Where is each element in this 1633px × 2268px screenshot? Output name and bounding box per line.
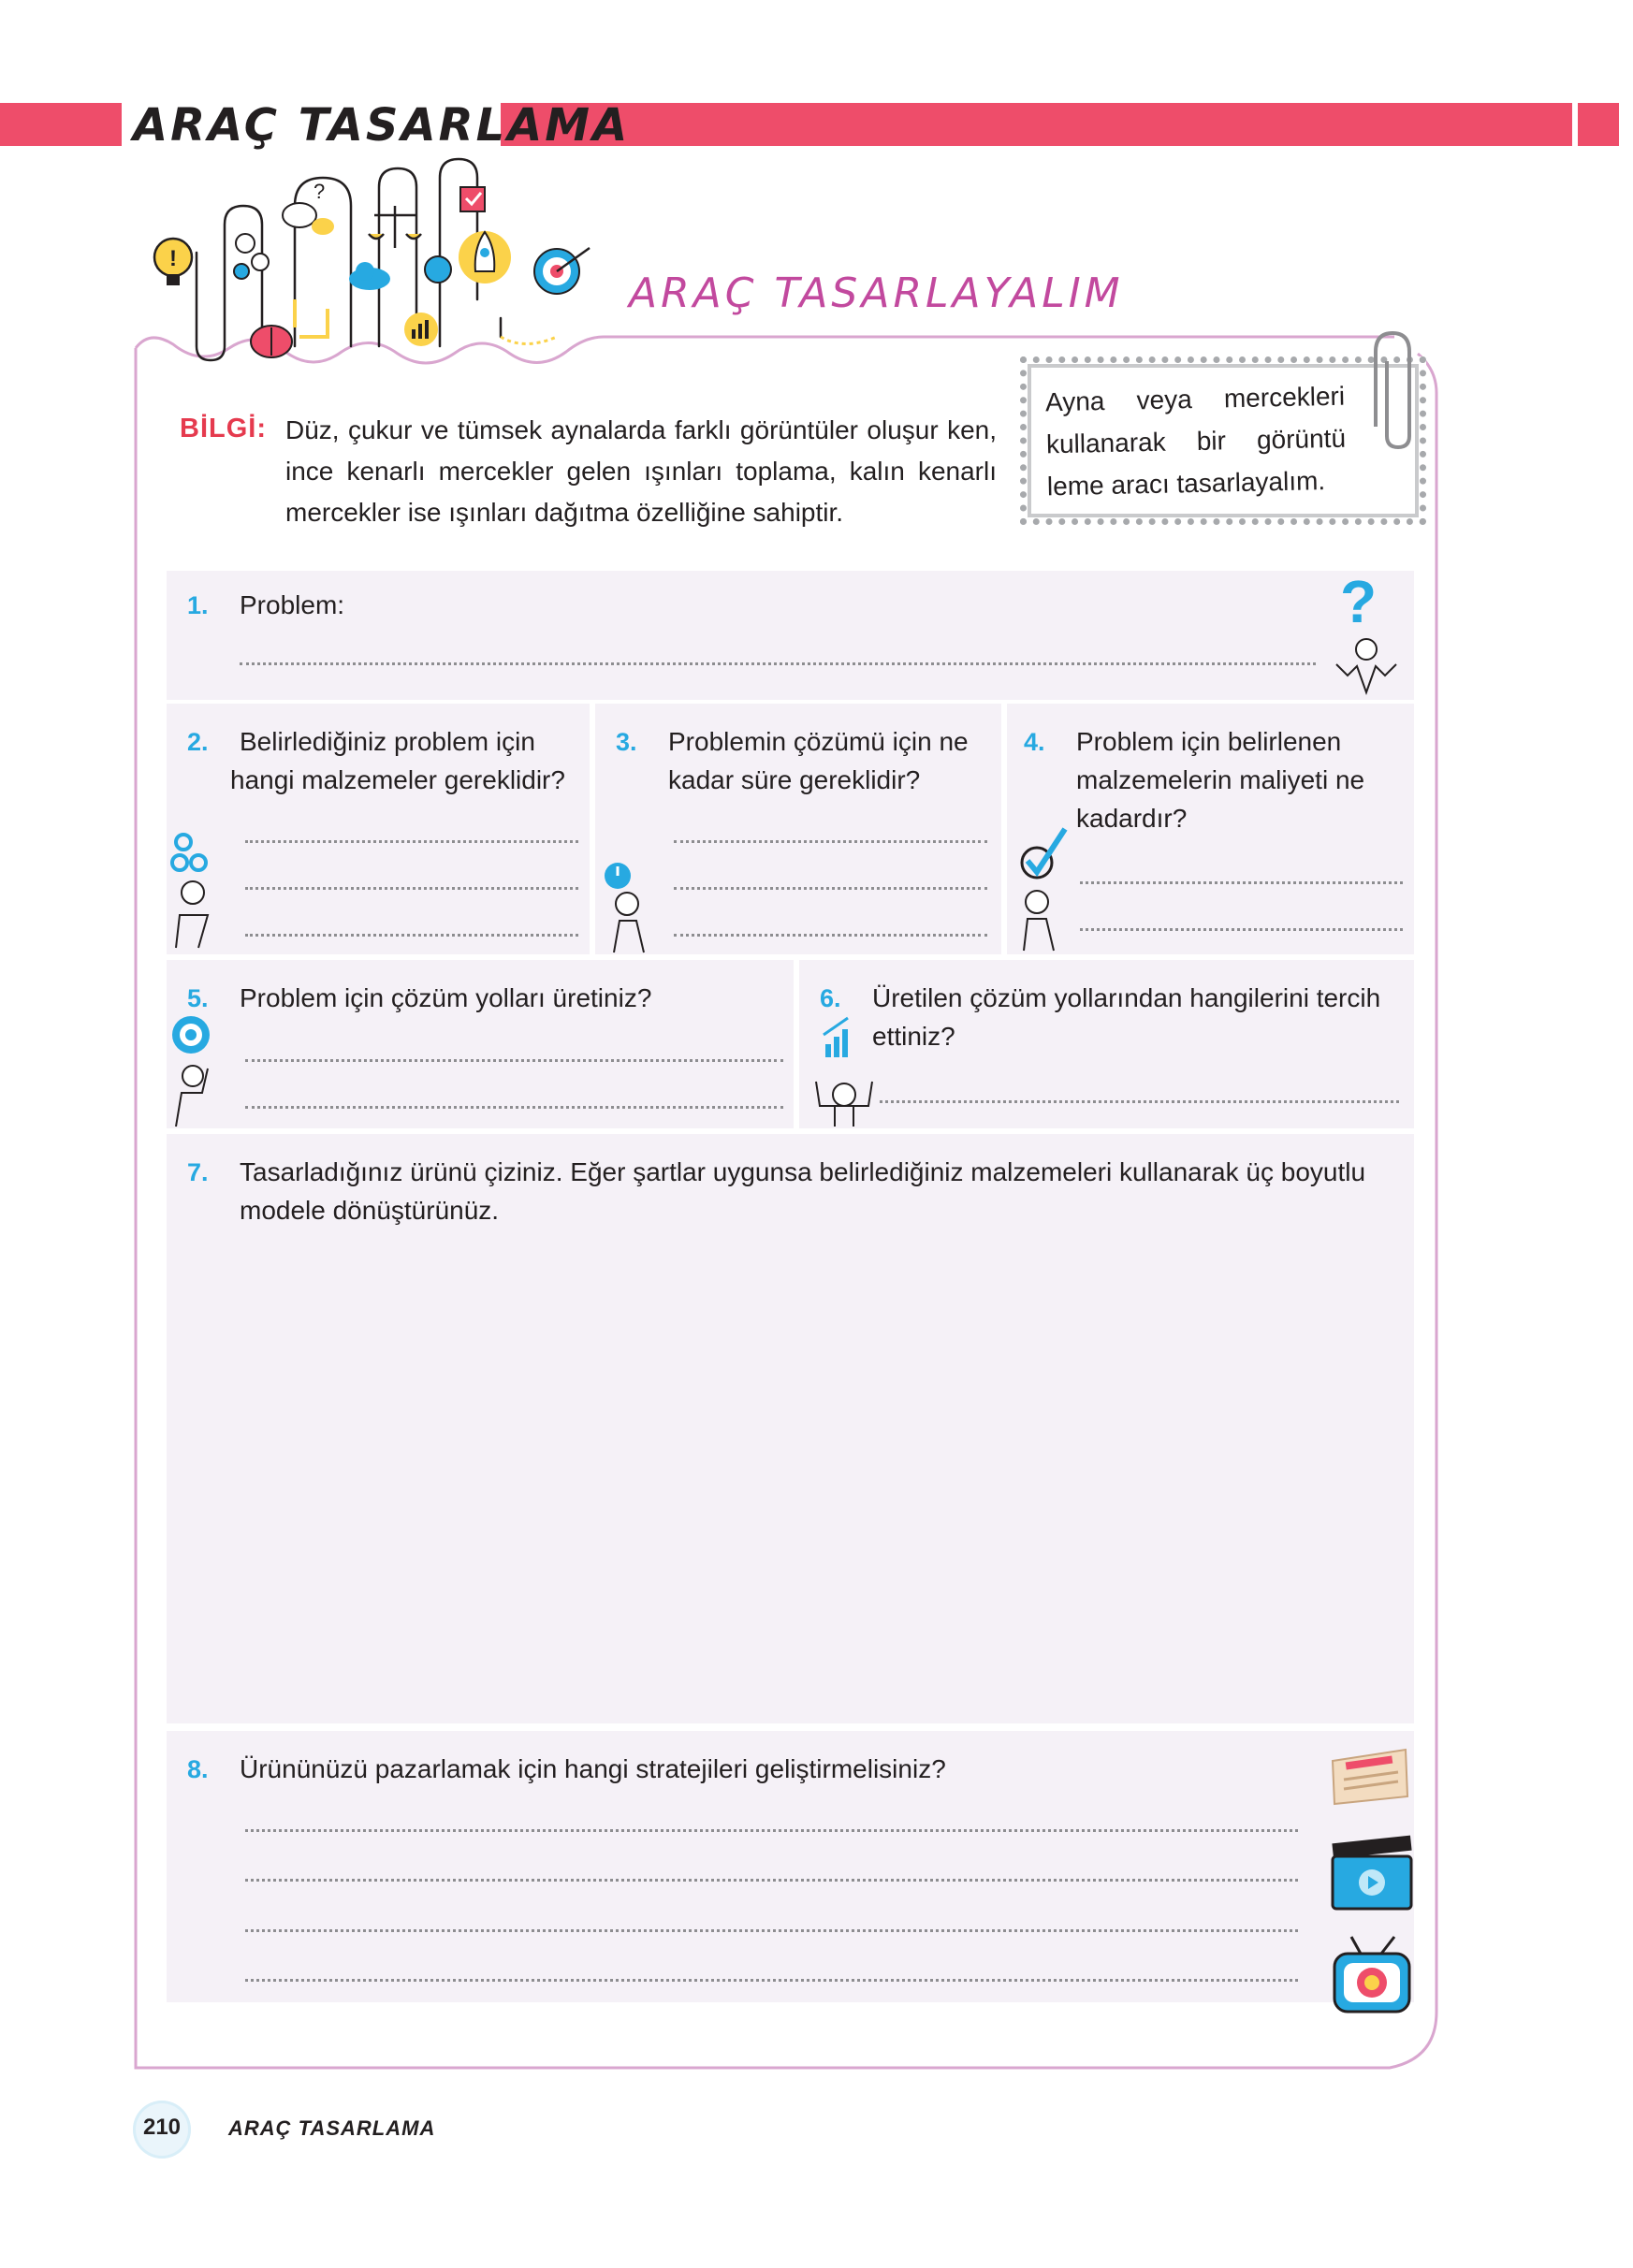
- gears-person-icon: [167, 831, 223, 952]
- answer-line-8a[interactable]: [245, 1829, 1298, 1832]
- question-number-1: 1.: [187, 591, 209, 619]
- header-title: ARAÇ TASARLAMA: [133, 99, 631, 152]
- question-panel-1: [167, 571, 1414, 700]
- television-icon: [1329, 1933, 1415, 2017]
- answer-line-8d[interactable]: [245, 1979, 1298, 1982]
- magnifier-icon: [295, 299, 328, 337]
- scale-icon: [369, 206, 421, 248]
- question-text-2: Belirlediğiniz problem için hangi malzemeler gereklidir?: [230, 727, 565, 794]
- svg-text:?: ?: [313, 180, 326, 203]
- question-number-8: 8.: [187, 1755, 209, 1783]
- svg-text:!: !: [169, 246, 177, 271]
- page-number: 210: [142, 2115, 182, 2140]
- note-text: Ayna veya mercekleri kullanarak bir görüntü leme aracı tasarlayalım.: [1044, 381, 1347, 502]
- question-text-1: Problem:: [240, 590, 345, 619]
- answer-line-5a[interactable]: [245, 1059, 783, 1062]
- answer-line-3b[interactable]: [674, 887, 987, 890]
- question-text-4: Problem için belirlenen malzemelerin maliyeti ne kadardır?: [1076, 727, 1365, 833]
- target-person-icon: [168, 1012, 234, 1128]
- question-text-6: Üretilen çözüm yollarından hangilerini tercih ettiniz?: [872, 983, 1381, 1051]
- answer-line-1[interactable]: [240, 662, 1316, 665]
- answer-line-4a[interactable]: [1080, 881, 1403, 884]
- cloud-icon: [349, 262, 390, 290]
- answer-line-8c[interactable]: [245, 1929, 1298, 1932]
- question-number-7: 7.: [187, 1158, 209, 1186]
- section-title: ARAÇ TASARLAYALIM: [629, 269, 1124, 317]
- gears-icon: [234, 234, 269, 279]
- question-number-5: 5.: [187, 984, 209, 1012]
- answer-line-2c[interactable]: [245, 934, 578, 937]
- question-number-6: 6.: [820, 984, 841, 1012]
- newspaper-icon: [1323, 1742, 1417, 1808]
- answer-line-5b[interactable]: [245, 1106, 783, 1109]
- question-text-5: Problem için çözüm yolları üretiniz?: [240, 983, 652, 1012]
- speech-bubble-icon: [283, 180, 334, 235]
- question-text-7: Tasarladığınız ürünü çiziniz. Eğer şartlar uygunsa belirlediğiniz malzemeleri kullanarak üç boyutlu modele dönüştürünüz.: [240, 1157, 1366, 1225]
- chart-person-icon: [807, 1016, 882, 1128]
- answer-line-2a[interactable]: [245, 840, 578, 843]
- question-number-3: 3.: [616, 728, 637, 756]
- checkmark-person-icon: [1016, 823, 1091, 954]
- question-mark-icon: ?: [1340, 568, 1378, 635]
- question-number-4: 4.: [1024, 728, 1045, 756]
- bilgi-label: BİLGİ:: [180, 414, 267, 443]
- question-number-2: 2.: [187, 728, 209, 756]
- answer-line-6[interactable]: [880, 1100, 1399, 1103]
- paperclip-icon: [1357, 324, 1432, 455]
- brain-icon: [251, 326, 292, 357]
- stopwatch-person-icon: [595, 851, 651, 954]
- clapperboard-icon: [1329, 1834, 1415, 1914]
- thinking-person-icon: [1329, 636, 1404, 702]
- question-text-3: Problemin çözümü için ne kadar süre gereklidir?: [668, 727, 969, 794]
- checkbox-icon: [460, 187, 485, 211]
- compass-icon: [425, 256, 451, 283]
- answer-line-4b[interactable]: [1080, 928, 1403, 931]
- answer-line-3c[interactable]: [674, 934, 987, 937]
- target-icon: [534, 248, 590, 294]
- answer-line-8b[interactable]: [245, 1879, 1298, 1882]
- footer-title: ARAÇ TASARLAMA: [228, 2116, 436, 2140]
- bilgi-text: Düz, çukur ve tümsek aynalarda farklı görüntüler oluşur ken, ince kenarlı mercekler gelen ışınları toplama, kalın kenarlı mercekler ise ışınları dağıtma özelliğine sahiptir.: [285, 415, 997, 527]
- growth-chart-icon: [404, 313, 438, 346]
- question-text-8: Ürününüzü pazarlamak için hangi stratejileri geliştirmelisiniz?: [240, 1754, 946, 1783]
- answer-line-3a[interactable]: [674, 840, 987, 843]
- answer-line-2b[interactable]: [245, 887, 578, 890]
- rocket-icon: [459, 231, 511, 284]
- science-illustration: [140, 150, 627, 374]
- lightbulb-icon: [154, 239, 192, 285]
